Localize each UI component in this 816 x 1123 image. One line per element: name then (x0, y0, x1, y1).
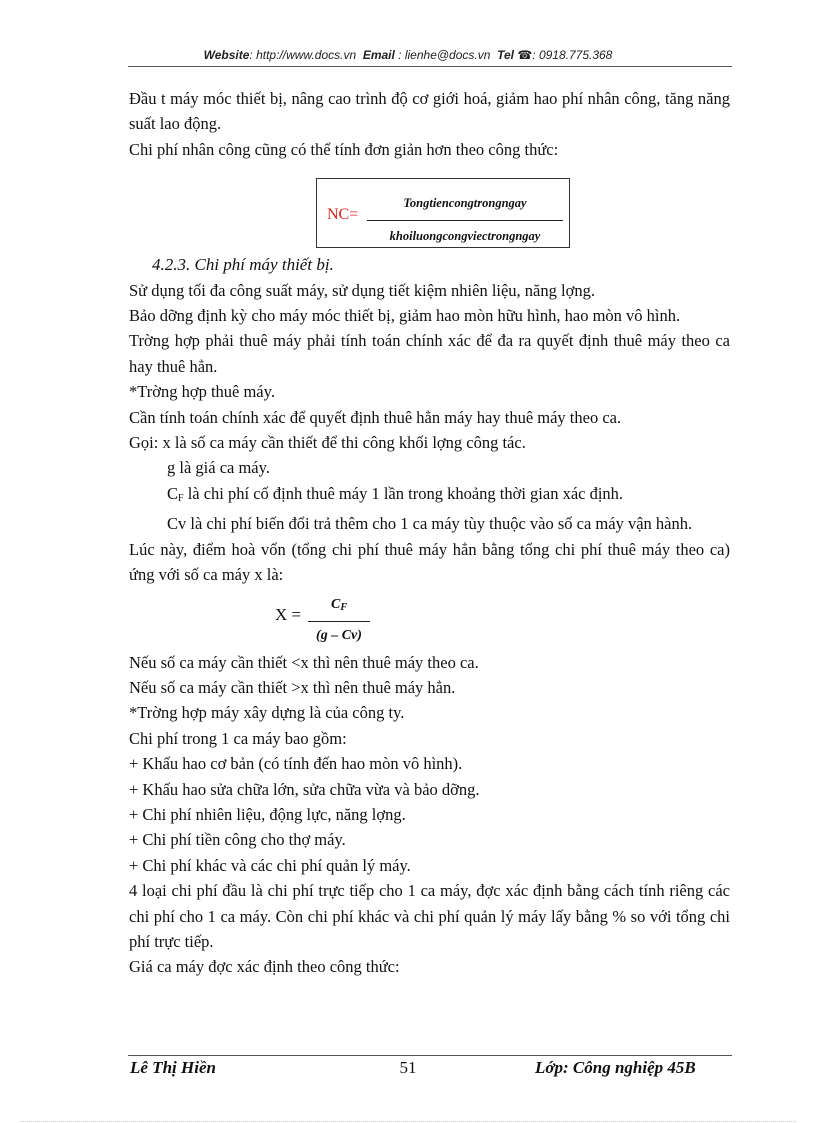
definition-cv: Cv là chi phí biến đổi trả thêm cho 1 ca máy tùy thuộc vào số ca máy vận hành. (167, 514, 693, 534)
list-item: + Chi phí khác và các chi phí quản lý máy. (129, 855, 411, 875)
footer-author: Lê Thị Hiền (130, 1058, 216, 1077)
email-value: : lienhe@docs.vn (398, 48, 491, 62)
website-value: : http://www.docs.vn (249, 48, 357, 62)
paragraph: Trờng hợp phải thuê máy phải tính toán chính xác để đa ra quyết định thuê máy theo ca hay thuê hẳn. (129, 331, 730, 376)
phone-icon: ☎ (517, 48, 533, 62)
page-header (0, 48, 816, 62)
formula-nc-box (316, 178, 570, 248)
list-item: + Khấu hao cơ bản (có tính đến hao mòn vô hình). (129, 754, 463, 774)
page-edge (20, 1121, 796, 1122)
section-heading: 4.2.3. Chi phí máy thiết bị. (152, 255, 334, 275)
email-label: Email (362, 48, 395, 62)
paragraph: Đầu t máy móc thiết bị, nâng cao trình độ cơ giới hoá, giảm hao phí nhân công, tăng năng suất lao động. (129, 89, 730, 134)
paragraph: Gọi: x là số ca máy cần thiết để thi công khối lợng công tác. (129, 433, 526, 453)
tel-value: : 0918.775.368 (532, 48, 613, 62)
formula-x-num-symbol: C (330, 596, 341, 612)
document-body (129, 86, 730, 980)
formula-nc-numerator: Tongtiencongtrongngay (367, 191, 563, 220)
definition-cf (129, 481, 730, 511)
list-item: + Chi phí tiền công cho thợ máy. (129, 830, 346, 850)
formula-x (275, 592, 730, 643)
paragraph: Bảo dỡng định kỳ cho máy móc thiết bị, giảm hao mòn hữu hình, hao mòn vô hình. (129, 306, 681, 326)
paragraph: Cần tính toán chính xác để quyết định thuê hẳn máy hay thuê máy theo ca. (129, 407, 622, 427)
definition-g: g là giá ca máy. (167, 458, 270, 478)
cf-text: là chi phí cố định thuê máy 1 lần trong khoảng thời gian xác định. (183, 483, 624, 503)
cf-symbol: C (167, 483, 179, 503)
header-divider (128, 66, 732, 67)
paragraph: Giá ca máy đợc xác định theo công thức: (129, 957, 400, 977)
paragraph: Sử dụng tối đa công suất máy, sử dụng tiết kiệm nhiên liệu, năng lợng. (129, 280, 595, 300)
formula-nc-denominator: khoiluongcongviectrongngay (389, 228, 541, 243)
paragraph: Nếu số ca máy cần thiết <x thì nên thuê máy theo ca. (129, 652, 479, 672)
paragraph: 4 loại chi phí đầu là chi phí trực tiếp cho 1 ca máy, đợc xác định bằng cách tính riêng các chi phí cho 1 ca máy. Còn chi phí khác và chi phí quản lý máy lấy bằng % so với tổng chi phí trực tiếp. (129, 881, 730, 951)
formula-x-denominator: (g – Cv) (316, 627, 362, 643)
footer-class: Lớp: Công nghiệp 45B (535, 1058, 696, 1077)
formula-nc-fraction (367, 191, 563, 249)
formula-x-fraction (308, 592, 370, 649)
paragraph: Lúc này, điểm hoà vốn (tổng chi phí thuê máy hẳn bằng tổng chi phí thuê máy theo ca) ứng với số ca máy x là: (129, 539, 730, 585)
paragraph: Nếu số ca máy cần thiết >x thì nên thuê máy hẳn. (129, 677, 456, 697)
list-item: + Chi phí nhiên liệu, động lực, năng lợng. (129, 804, 406, 824)
paragraph: Chi phí nhân công cũng có thể tính đơn giản hơn theo công thức: (129, 139, 559, 159)
formula-nc-label: NC= (327, 206, 359, 224)
cf-subscript: F (178, 492, 184, 504)
formula-x-num-sub: F (340, 601, 347, 613)
paragraph: *Trờng hợp thuê máy. (129, 382, 275, 402)
list-item: + Khấu hao sửa chữa lớn, sửa chữa vừa và bảo dỡng. (129, 779, 480, 799)
paragraph: Chi phí trong 1 ca máy bao gồm: (129, 728, 347, 748)
tel-label: Tel (497, 48, 514, 62)
footer-page-number: 51 (399, 1058, 417, 1077)
formula-x-numerator (308, 592, 370, 622)
website-label: Website (203, 48, 250, 62)
footer-divider (128, 1055, 732, 1056)
paragraph: *Trờng hợp máy xây dựng là của công ty. (129, 703, 405, 723)
formula-x-label: X = (275, 604, 302, 624)
